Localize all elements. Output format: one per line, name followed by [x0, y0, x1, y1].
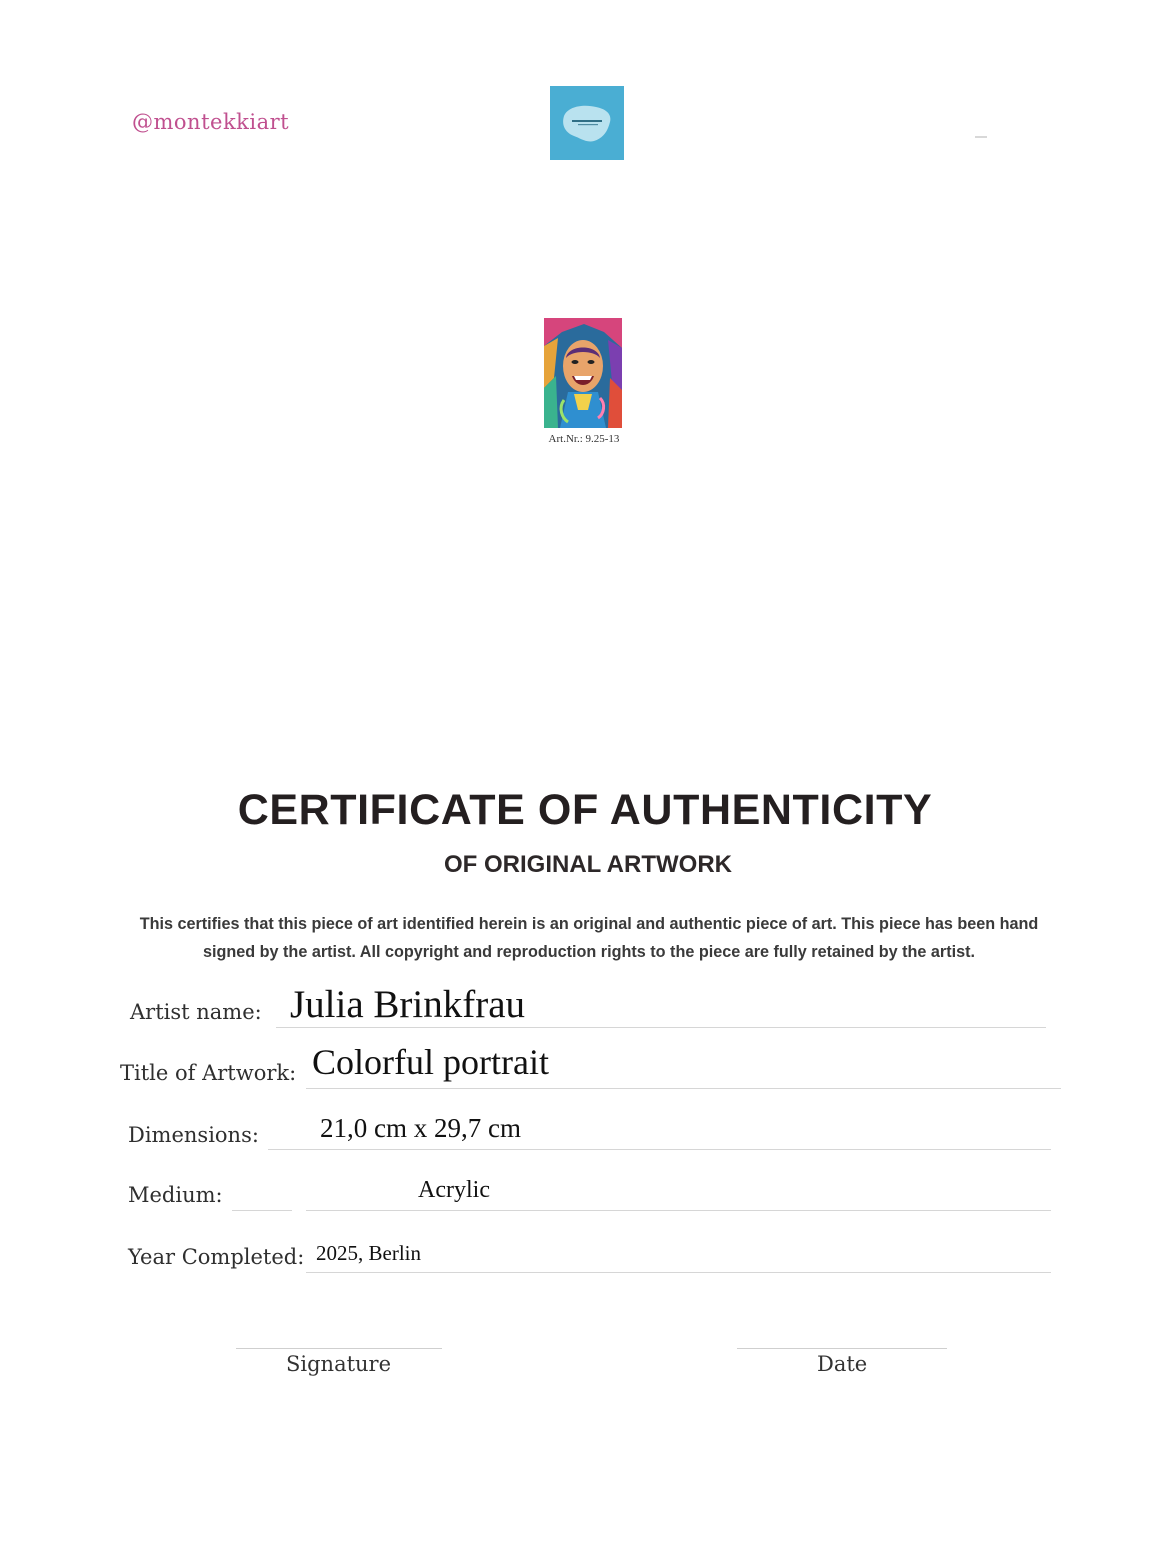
medium-label: Medium:: [128, 1183, 223, 1207]
year-completed-line: [306, 1272, 1051, 1273]
title-of-artwork-line: [306, 1088, 1061, 1089]
dimensions-line: [268, 1149, 1051, 1150]
instagram-handle: @montekkiart: [132, 110, 290, 134]
signature-line: [236, 1348, 442, 1349]
medium-line-short: [232, 1210, 292, 1211]
date-label: Date: [817, 1352, 868, 1376]
certificate-subtitle: OF ORIGINAL ARTWORK: [444, 851, 732, 878]
certificate-title: CERTIFICATE OF AUTHENTICITY: [237, 786, 933, 834]
logo-badge-icon: [550, 86, 624, 160]
certificate-statement: This certifies that this piece of art identified herein is an original and authentic piece of art. This piece has been hand signed by the artist. All copyright and reproduction rights to the piece are fully retained by the artist.: [139, 915, 1039, 961]
artist-name-value: Julia Brinkfrau: [290, 983, 526, 1026]
art-number: Art.Nr.: 9.25-13: [548, 433, 620, 445]
year-completed-label: Year Completed:: [128, 1245, 305, 1269]
medium-line: [306, 1210, 1051, 1211]
date-line: [737, 1348, 947, 1349]
title-of-artwork-value: Colorful portrait: [312, 1042, 549, 1082]
decorative-mark: [975, 136, 987, 138]
artist-name-label: Artist name:: [130, 1000, 262, 1024]
dimensions-label: Dimensions:: [128, 1123, 259, 1147]
title-of-artwork-label: Title of Artwork:: [120, 1061, 297, 1085]
artist-name-line: [276, 1027, 1046, 1028]
artwork-thumbnail-icon: [544, 318, 622, 428]
year-completed-value: 2025, Berlin: [316, 1241, 421, 1265]
medium-value: Acrylic: [418, 1177, 490, 1203]
signature-label: Signature: [286, 1352, 392, 1376]
dimensions-value: 21,0 cm x 29,7 cm: [320, 1113, 521, 1143]
